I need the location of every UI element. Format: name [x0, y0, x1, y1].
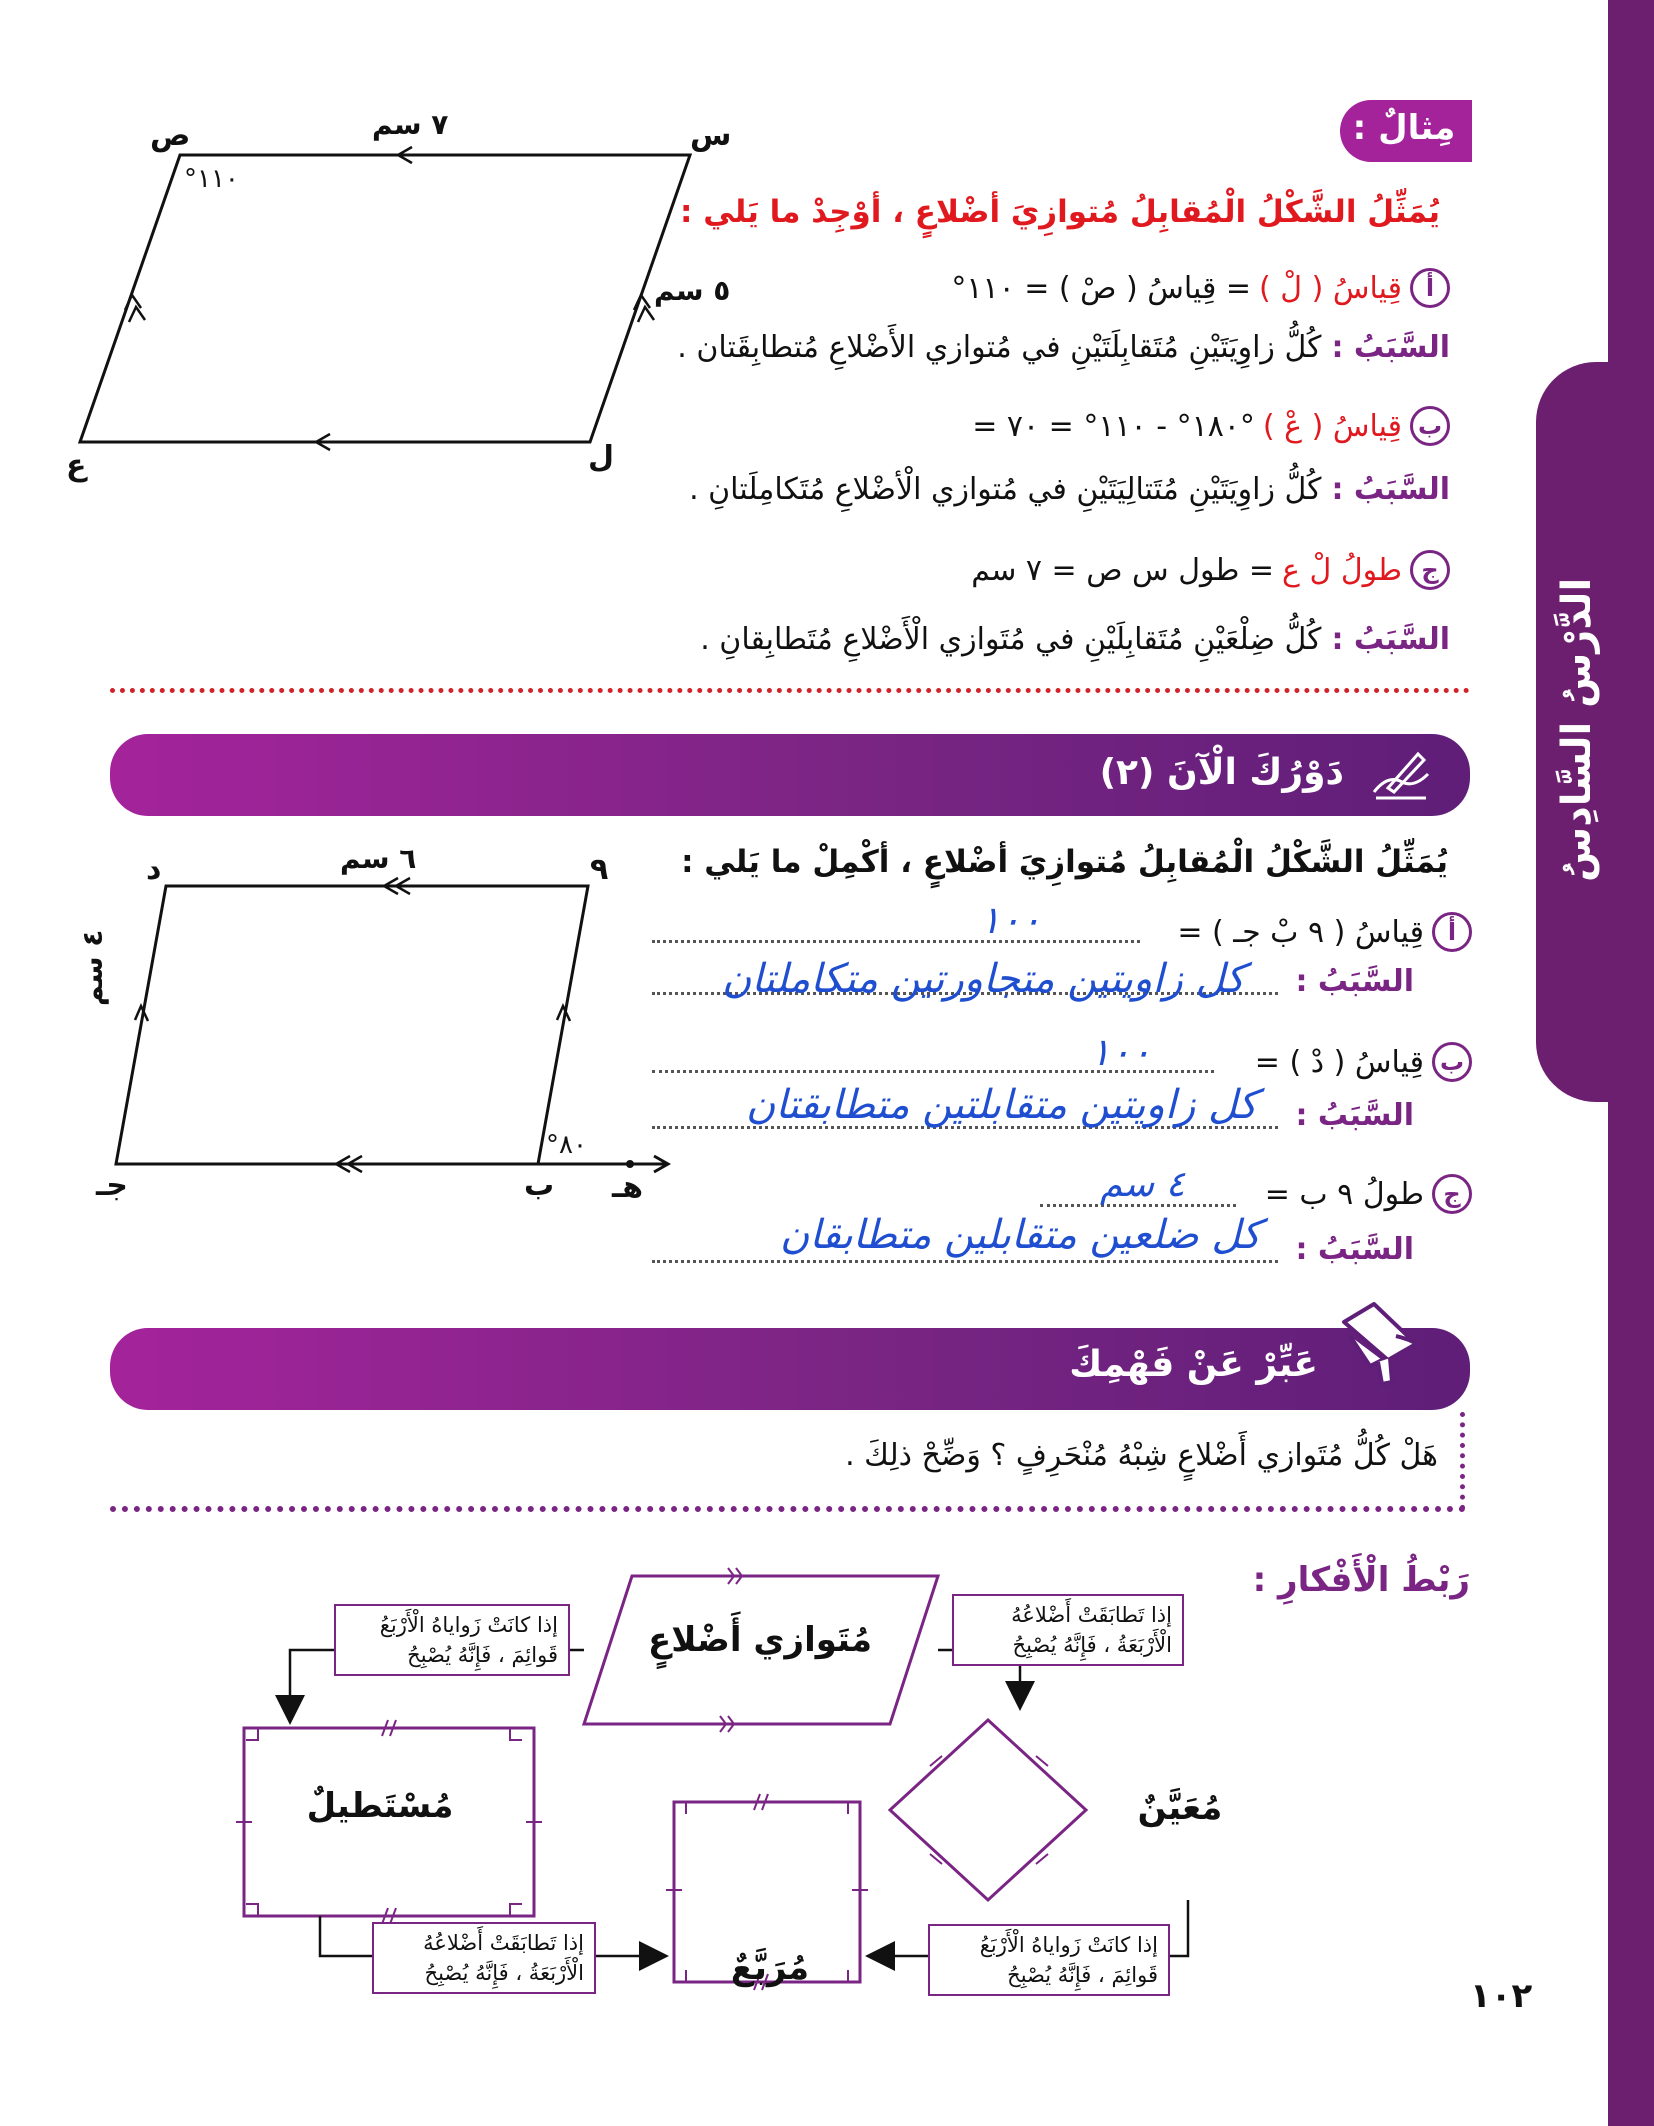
side-length-label: ٦ سم	[340, 842, 417, 875]
item-badge: ج	[1410, 550, 1450, 590]
reason-label: السَّبَبُ :	[1295, 964, 1414, 999]
statement-red: قِياسُ ( عْ )	[1262, 408, 1402, 444]
handwritten-answer: ١٠٠	[980, 898, 1042, 942]
practice-item-b	[1255, 1042, 1472, 1082]
practice-item-c	[1265, 1174, 1472, 1214]
item-badge: أ	[1410, 268, 1450, 308]
express-question: هَلْ كُلُّ مُتَوازي أَضْلاعٍ شِبْهُ مُنْحَرِفٍ ؟ وَضِّحْ ذلِكَ .	[845, 1438, 1438, 1473]
vertex-label: ص	[150, 118, 191, 153]
shape-square: مُرَبَّعٌ	[730, 1948, 810, 1988]
statement-rest: = قِياسُ ( صْ ) = ١١٠°	[951, 270, 1252, 306]
express-title: عَبِّرْ عَنْ فَهْمِكَ	[1069, 1344, 1318, 1385]
side-length-label: ٧ سم	[372, 108, 449, 141]
example-item-c	[971, 550, 1450, 590]
statement: قِياسُ ( دْ ) =	[1254, 1044, 1424, 1080]
example-item-a	[951, 268, 1450, 308]
connect-title: رَبْطُ الْأَفْكارِ :	[1252, 1560, 1470, 1600]
reason-label: السَّبَبُ :	[1295, 1098, 1414, 1133]
vertex-label: ب	[524, 1168, 555, 1203]
condition-sides-box: إذا تَطابَقَتْ أَضْلاعُهُ الْأَرْبَعَةُ ، فَإِنَّهُ يُصْبِحُ	[372, 1922, 596, 1994]
statement-red: قِياسُ ( لْ )	[1259, 270, 1402, 306]
vertex-label: هـ	[612, 1170, 644, 1205]
statement-rest: = طول س ص = ٧ سم	[971, 552, 1275, 588]
practice-item-a	[1177, 912, 1472, 952]
vertex-label: جـ	[96, 1168, 128, 1203]
shape-rhombus: مُعَيَّنٌ	[1137, 1788, 1223, 1828]
handwritten-answer: ٤ سم	[1100, 1164, 1185, 1205]
reason-text: كُلُّ زاوِيَتَيْنِ مُتَقابِلَتَيْنِ في مُتوازي الأَضْلاعِ مُتطابِقَتان .	[677, 330, 1322, 365]
handwritten-reason: كل زاويتين متقابلتين متطابقتان	[746, 1082, 1258, 1128]
example-label: مِثالٌ :	[1352, 108, 1456, 148]
angle-label: °١١٠	[184, 164, 239, 194]
vertex-label: ل	[588, 440, 615, 475]
example-reason-a	[677, 330, 1450, 365]
reason-text: كُلُّ ضِلْعَيْنِ مُتَقابِلَيْنِ في مُتَوازي الْأَضْلاعِ مُتَطابِقانِ .	[700, 622, 1322, 657]
example-item-b	[972, 406, 1450, 446]
side-length-label: ٤ سم	[76, 929, 109, 1006]
condition-sides-box: إذا تَطابَقَتْ أَضْلاعُهُ الْأَرْبَعَةُ ، فَإِنَّهُ يُصْبِحُ	[952, 1594, 1184, 1666]
practice-parallelogram-figure	[90, 860, 690, 1200]
item-badge: ج	[1432, 1174, 1472, 1214]
statement-red: طولُ لْ ع	[1282, 552, 1402, 588]
reason-label: السَّبَبُ :	[1295, 1232, 1414, 1267]
megaphone-icon	[1330, 1296, 1430, 1392]
handwritten-reason: كل زاويتين متجاورتين متكاملتان	[722, 956, 1245, 1002]
vertex-label: د	[146, 852, 162, 887]
side-length-label: ٥ سم	[654, 274, 731, 307]
condition-angles-box: إذا كانَتْ زَواياهُ الْأَرْبَعُ قَوائِمَ ، فَإِنَّهُ يُصْبِحُ	[334, 1604, 570, 1676]
example-reason-b	[689, 472, 1450, 507]
shape-parallelogram: مُتَوازي أَضْلاعٍ	[647, 1620, 873, 1660]
practice-intro: يُمَثِّلُ الشَّكْلُ الْمُقابِلُ مُتوازِيَ أضْلاعٍ ، أكْمِلْ ما يَلي :	[681, 844, 1448, 880]
reason-label: السَّبَبُ :	[1331, 472, 1450, 507]
item-badge: ب	[1432, 1042, 1472, 1082]
reason-label: السَّبَبُ :	[1331, 622, 1450, 657]
reason-line[interactable]	[652, 1260, 1278, 1263]
vertex-label: ع	[66, 448, 87, 483]
statement: طولُ ٩ ب =	[1264, 1176, 1424, 1212]
express-divider	[110, 1506, 1466, 1512]
example-reason-c	[700, 622, 1450, 657]
pen-hand-icon	[1368, 744, 1434, 804]
section-divider	[110, 688, 1470, 693]
lesson-title: الدَّرْسُ السَّادِسُ	[1554, 577, 1600, 883]
statement-rest: = ١٨٠° - ١١٠° = ٧٠°	[972, 408, 1255, 444]
handwritten-reason: كل ضلعين متقابلين متطابقان	[780, 1212, 1261, 1258]
vertex-label: ٩	[590, 852, 609, 887]
handwritten-answer: ١٠٠	[1090, 1030, 1152, 1074]
angle-label: °٨٠	[546, 1130, 587, 1160]
reason-label: السَّبَبُ :	[1331, 330, 1450, 365]
reason-text: كُلُّ زاوِيَتَيْنِ مُتَتالِيَتَيْنِ في مُتوازي الْأضْلاعِ مُتَكامِلَتانِ .	[689, 472, 1322, 507]
answer-line[interactable]	[652, 940, 1140, 943]
example-intro: يُمَثِّلُ الشَّكْلُ الْمُقابِلُ مُتوازِيَ أضْلاعٍ ، أوْجِدْ ما يَلي :	[680, 194, 1440, 230]
shape-rectangle: مُسْتَطيلٌ	[306, 1786, 454, 1826]
item-badge: ب	[1410, 406, 1450, 446]
statement: قِياسُ ( ٩ بْ جـ ) =	[1177, 914, 1424, 950]
condition-angles-box: إذا كانَتْ زَواياهُ الْأَرْبَعُ قَوائِمَ ، فَإِنَّهُ يُصْبِحُ	[928, 1924, 1170, 1996]
item-badge: أ	[1432, 912, 1472, 952]
page-number: ١٠٢	[1470, 1976, 1533, 2016]
vertex-label: س	[690, 118, 732, 153]
express-box-border	[1460, 1412, 1465, 1510]
practice-title: دَوْرُكَ الْآنَ (٢)	[1099, 752, 1344, 793]
